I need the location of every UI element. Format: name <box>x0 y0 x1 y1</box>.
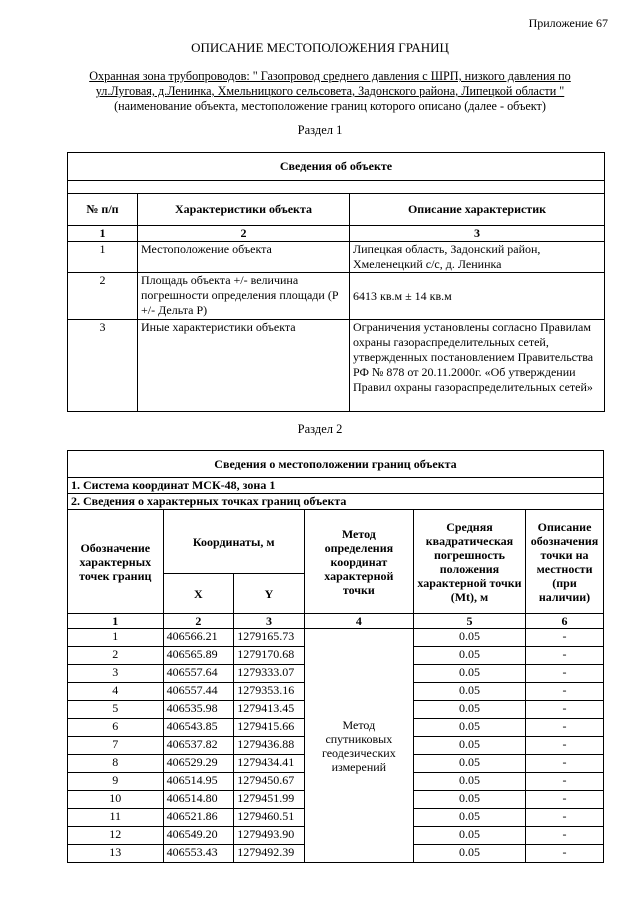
header-characteristic: Характеристики объекта <box>138 194 350 226</box>
point-number: 10 <box>68 791 164 809</box>
points-subtitle: 2. Сведения о характерных точках границ объекта <box>68 494 604 510</box>
point-y: 1279450.67 <box>234 773 305 791</box>
point-description: - <box>526 827 604 845</box>
point-accuracy: 0.05 <box>413 827 525 845</box>
point-description: - <box>526 773 604 791</box>
object-caption: (наименование объекта, местоположение границ которого описано (далее - объект) <box>114 99 546 113</box>
point-x: 406557.44 <box>163 683 234 701</box>
table-row <box>68 273 605 320</box>
point-x: 406543.85 <box>163 719 234 737</box>
section-1-title: Раздел 1 <box>297 123 343 137</box>
point-number: 13 <box>68 845 164 863</box>
point-description: - <box>526 791 604 809</box>
col-number-4: 4 <box>304 614 413 629</box>
boundary-points-table <box>67 450 604 863</box>
point-x: 406553.43 <box>163 845 234 863</box>
header-accuracy: Средняя квадратическая погрешность положения характерной точки (Mt), м <box>413 510 525 614</box>
header-point-designation: Обозначение характерных точек границ <box>68 510 164 614</box>
point-number: 12 <box>68 827 164 845</box>
col-number-5: 5 <box>413 614 525 629</box>
point-number: 4 <box>68 683 164 701</box>
point-number: 5 <box>68 701 164 719</box>
row-number: 2 <box>68 273 138 320</box>
point-x: 406529.29 <box>163 755 234 773</box>
point-x: 406514.80 <box>163 791 234 809</box>
coordinate-system: 1. Система координат МСК-48, зона 1 <box>68 478 604 494</box>
point-description: - <box>526 647 604 665</box>
object-line-2: ул.Луговая, д.Ленинка, Хмельницкого сельсовета, Задонского района, Липецкой области " <box>95 84 565 98</box>
point-x: 406521.86 <box>163 809 234 827</box>
point-x: 406557.64 <box>163 665 234 683</box>
row-characteristic: Площадь объекта +/- величина погрешности определения площади (Р +/- Дельта Р) <box>138 273 350 320</box>
boundary-table-title: Сведения о местоположении границ объекта <box>68 451 604 478</box>
point-description: - <box>526 701 604 719</box>
table-row <box>68 629 604 647</box>
point-number: 1 <box>68 629 164 647</box>
point-accuracy: 0.05 <box>413 845 525 863</box>
row-characteristic: Иные характеристики объекта <box>138 320 350 412</box>
section-2-title: Раздел 2 <box>297 422 343 436</box>
col-number-6: 6 <box>526 614 604 629</box>
point-y: 1279165.73 <box>234 629 305 647</box>
object-info-table-title: Сведения об объекте <box>68 153 605 181</box>
point-accuracy: 0.05 <box>413 647 525 665</box>
header-coordinates: Координаты, м <box>163 510 304 574</box>
col-number-2: 2 <box>163 614 234 629</box>
col-number-1: 1 <box>68 226 138 242</box>
col-number-3: 3 <box>234 614 305 629</box>
point-x: 406566.21 <box>163 629 234 647</box>
point-number: 3 <box>68 665 164 683</box>
object-info-table <box>67 152 605 412</box>
point-accuracy: 0.05 <box>413 683 525 701</box>
point-description: - <box>526 719 604 737</box>
point-accuracy: 0.05 <box>413 809 525 827</box>
row-description: 6413 кв.м ± 14 кв.м <box>350 273 605 320</box>
table-row <box>68 242 605 273</box>
point-x: 406565.89 <box>163 647 234 665</box>
point-description: - <box>526 683 604 701</box>
header-number: № п/п <box>68 194 138 226</box>
point-description: - <box>526 755 604 773</box>
point-accuracy: 0.05 <box>413 791 525 809</box>
point-number: 7 <box>68 737 164 755</box>
point-description: - <box>526 845 604 863</box>
table-row <box>68 320 605 412</box>
header-description: Описание характеристик <box>350 194 605 226</box>
point-y: 1279353.16 <box>234 683 305 701</box>
row-number: 1 <box>68 242 138 273</box>
point-description: - <box>526 665 604 683</box>
point-number: 11 <box>68 809 164 827</box>
point-y: 1279436.88 <box>234 737 305 755</box>
point-x: 406535.98 <box>163 701 234 719</box>
header-x: X <box>163 574 234 614</box>
point-number: 2 <box>68 647 164 665</box>
col-number-3: 3 <box>350 226 605 242</box>
point-number: 8 <box>68 755 164 773</box>
point-y: 1279170.68 <box>234 647 305 665</box>
point-y: 1279451.99 <box>234 791 305 809</box>
point-number: 9 <box>68 773 164 791</box>
point-accuracy: 0.05 <box>413 773 525 791</box>
point-x: 406549.20 <box>163 827 234 845</box>
point-y: 1279492.39 <box>234 845 305 863</box>
object-line-1: Охранная зона трубопроводов: " Газопровод среднего давления с ШРП, низкого давления по <box>89 69 571 83</box>
point-accuracy: 0.05 <box>413 737 525 755</box>
point-accuracy: 0.05 <box>413 755 525 773</box>
appendix-number: Приложение 67 <box>528 16 608 30</box>
point-description: - <box>526 629 604 647</box>
col-number-2: 2 <box>138 226 350 242</box>
point-y: 1279415.66 <box>234 719 305 737</box>
point-accuracy: 0.05 <box>413 629 525 647</box>
spacer-row <box>68 181 605 194</box>
row-characteristic: Местоположение объекта <box>138 242 350 273</box>
header-point-description: Описание обозначения точки на местности (при наличии) <box>526 510 604 614</box>
point-number: 6 <box>68 719 164 737</box>
point-y: 1279333.07 <box>234 665 305 683</box>
point-x: 406537.82 <box>163 737 234 755</box>
point-y: 1279413.45 <box>234 701 305 719</box>
row-description: Ограничения установлены согласно Правилам охраны газораспределительных сетей, утвержденных постановлением Правительства РФ № 878 от 20.11.2000г. «Об утверждении Правил охраны газораспределительных сетей» <box>350 320 605 412</box>
point-accuracy: 0.05 <box>413 719 525 737</box>
point-description: - <box>526 737 604 755</box>
col-number-1: 1 <box>68 614 164 629</box>
object-description <box>60 69 600 114</box>
row-number: 3 <box>68 320 138 412</box>
point-y: 1279493.90 <box>234 827 305 845</box>
row-description: Липецкая область, Задонский район, Хмеленецкий с/с, д. Ленинка <box>350 242 605 273</box>
method-value: Метод спутниковых геодезических измерений <box>304 629 413 863</box>
point-description: - <box>526 809 604 827</box>
header-y: Y <box>234 574 305 614</box>
document-title: ОПИСАНИЕ МЕСТОПОЛОЖЕНИЯ ГРАНИЦ <box>191 40 449 55</box>
point-y: 1279460.51 <box>234 809 305 827</box>
point-x: 406514.95 <box>163 773 234 791</box>
point-accuracy: 0.05 <box>413 701 525 719</box>
point-y: 1279434.41 <box>234 755 305 773</box>
header-method: Метод определения координат характерной точки <box>304 510 413 614</box>
point-accuracy: 0.05 <box>413 665 525 683</box>
